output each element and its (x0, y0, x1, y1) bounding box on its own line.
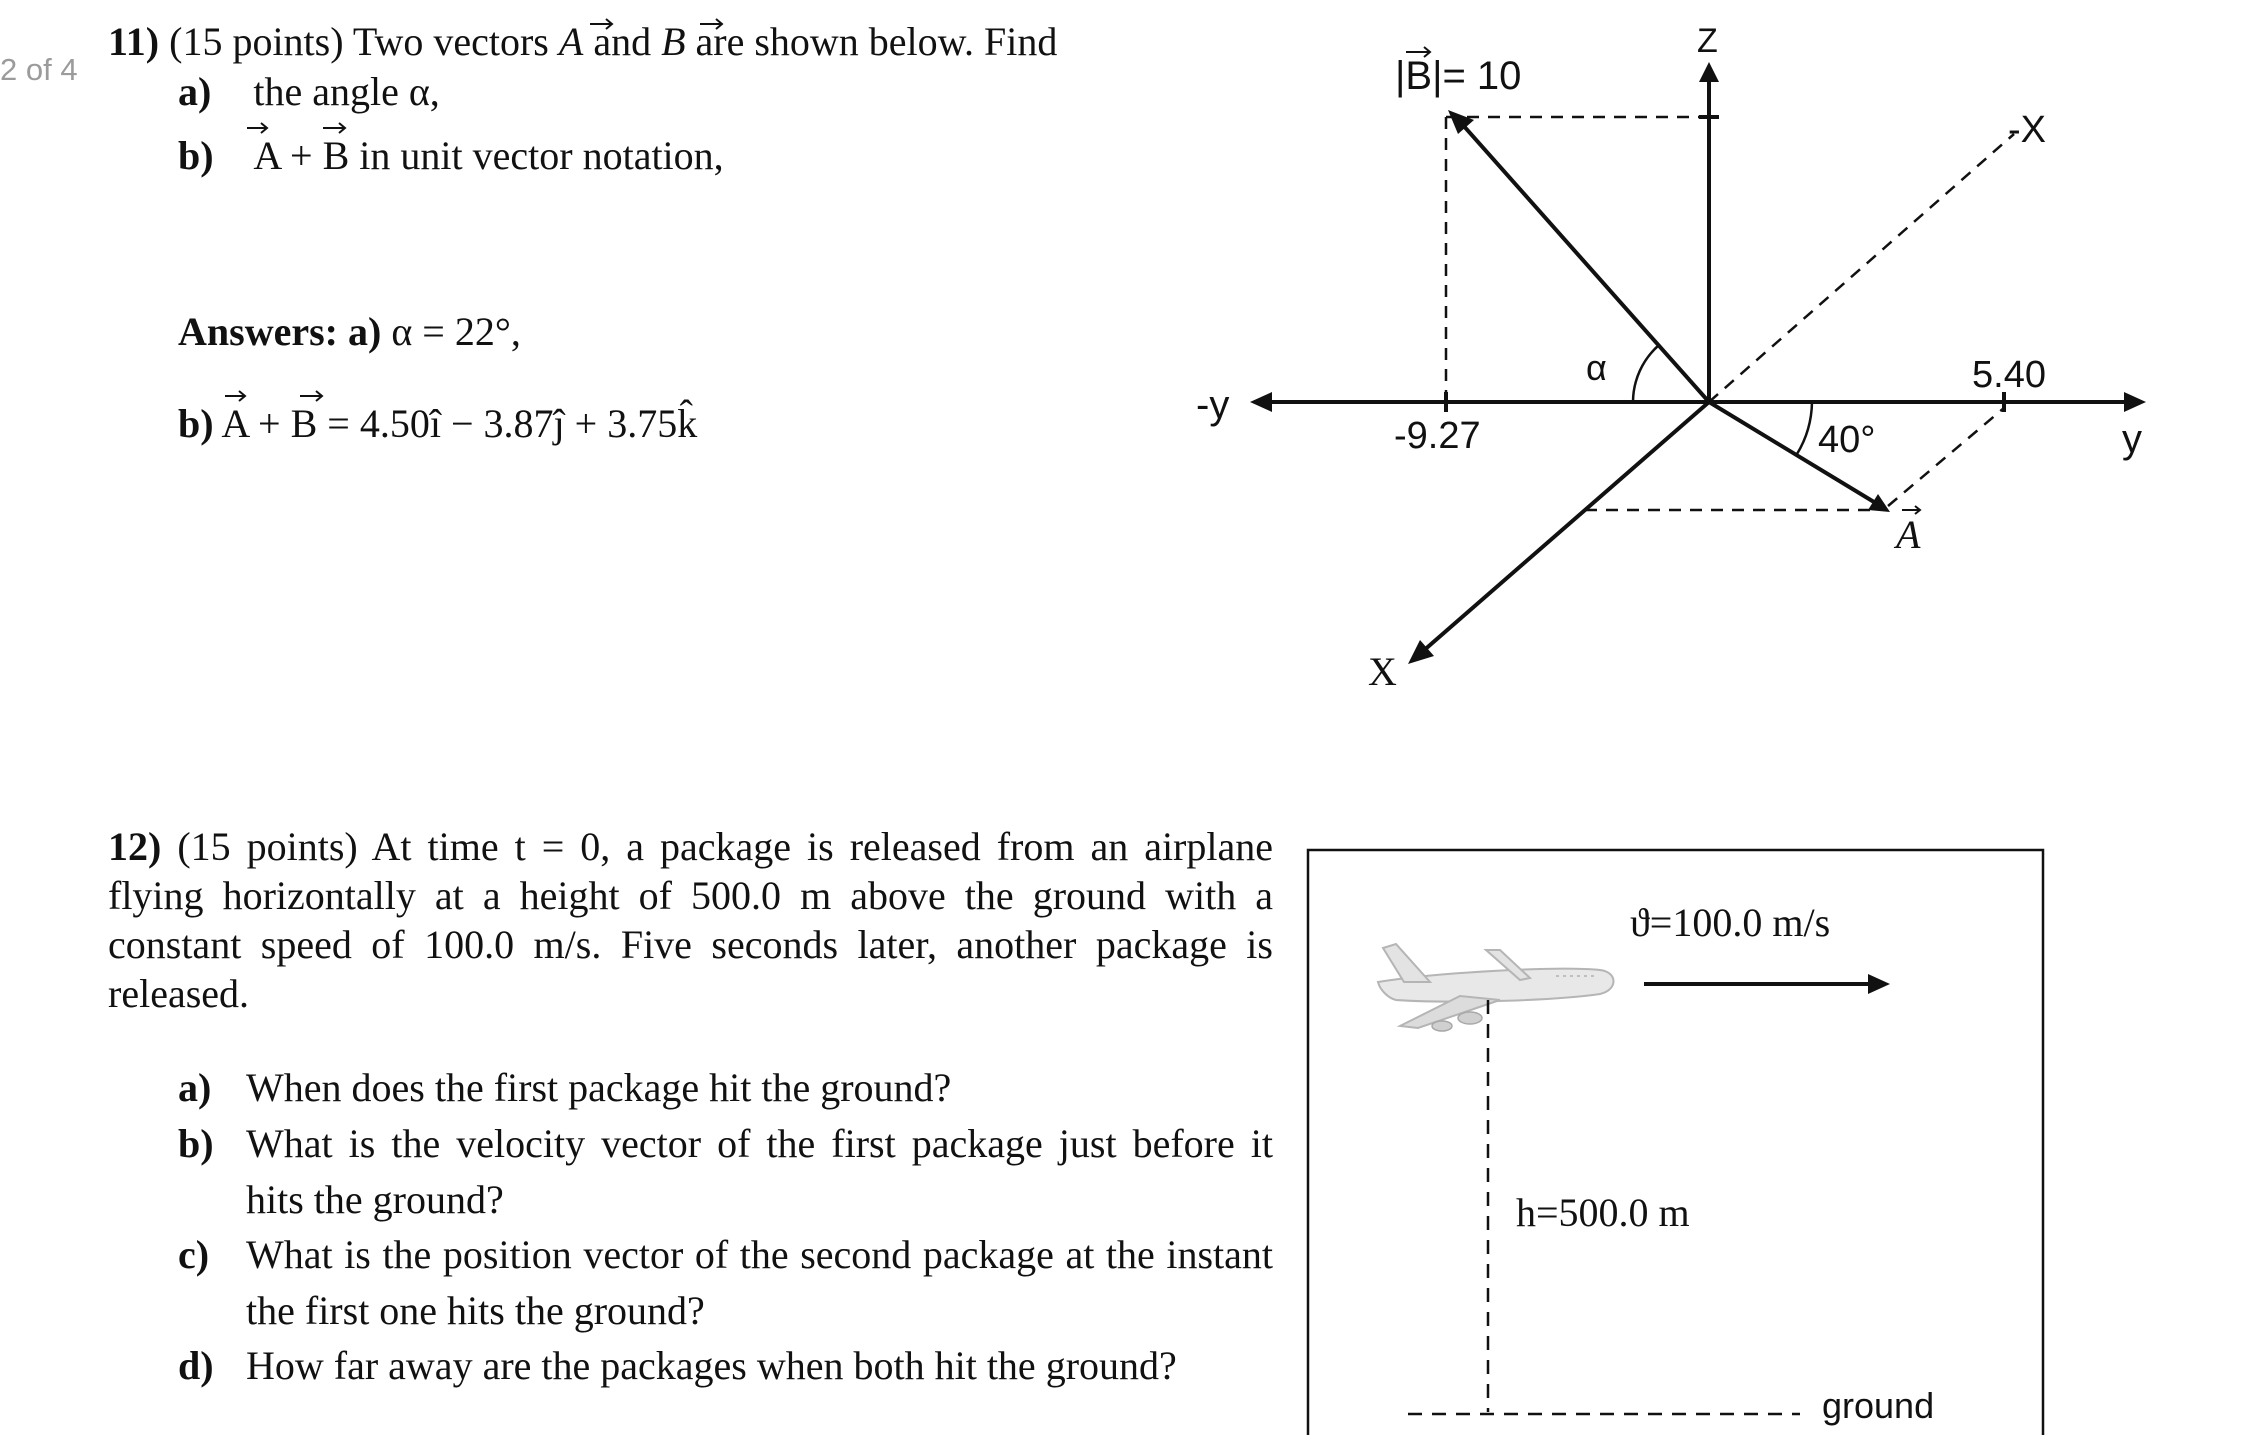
q11-part-b-text: A + B in unit vector notation, (253, 133, 724, 178)
y-axis-label: y (2122, 417, 2142, 461)
page-indicator: 2 of 4 (0, 52, 78, 87)
answer-a-label: a) (347, 309, 382, 354)
vector-a-label: A (1896, 512, 1921, 557)
q12-part-a-label: a) (178, 1065, 212, 1110)
answer-a-value: α = 22°, (391, 309, 521, 354)
q12-part-d-label: d) (178, 1343, 214, 1388)
z-axis-label: Z (1697, 22, 1718, 60)
ground-label: ground (1822, 1385, 1935, 1426)
q11-vector-b: B (661, 19, 686, 64)
q11-header-pre: (15 points) Two vectors (169, 19, 549, 64)
q11-header-and: and (593, 19, 652, 64)
b-y-component-label: -9.27 (1394, 415, 1481, 457)
height-label: h=500.0 m (1516, 1190, 1690, 1235)
q12-part-c-label: c) (178, 1232, 210, 1277)
q11-number: 11) (108, 19, 160, 64)
q12-part-d-text: How far away are the packages when both hit the ground? (246, 1343, 1177, 1388)
a-y-component-label: 5.40 (1972, 354, 2046, 396)
q12-part-b-label: b) (178, 1121, 214, 1166)
neg-x-axis-label: -X (2008, 109, 2046, 151)
q12-intro-text: (15 points) At time t = 0, a package is released from an airplane flying horizontally at a height of 500.0 m above the ground with a constant speed of 100.0 m/s. Five seconds later, another package is released. (108, 824, 1273, 1016)
q11-header-post: are shown below. Find (695, 19, 1058, 64)
q12-part-b-text: What is the velocity vector of the first package just before it hits the ground? (246, 1121, 1273, 1222)
q11-part-a-label: a) (178, 69, 212, 114)
q12-number: 12) (108, 824, 162, 869)
x-axis-label: X (1368, 649, 1397, 694)
answer-b-value: A + B = 4.50î − 3.87ĵ + 3.75k̂ (221, 401, 698, 446)
b-magnitude-label: |B|= 10 (1395, 54, 1522, 98)
q11-part-a-text: the angle α, (253, 69, 440, 114)
answers-label: Answers: (178, 309, 338, 354)
neg-y-axis-label: -y (1196, 383, 1230, 427)
velocity-arrowhead (1868, 974, 1890, 994)
q11-part-b-label: b) (178, 133, 214, 178)
speed-label: ϑ=100.0 m/s (1630, 900, 1831, 945)
q12-part-a-text: When does the first package hit the ground? (246, 1065, 952, 1110)
angle-40-label: 40° (1818, 419, 1876, 461)
answer-b-label: b) (178, 401, 214, 446)
q12-part-c-text: What is the position vector of the second package at the instant the first one hits the ground? (246, 1232, 1273, 1333)
q11-vector-a: A (558, 19, 584, 64)
airplane-icon (1378, 944, 1614, 1031)
alpha-label: α (1586, 347, 1607, 388)
